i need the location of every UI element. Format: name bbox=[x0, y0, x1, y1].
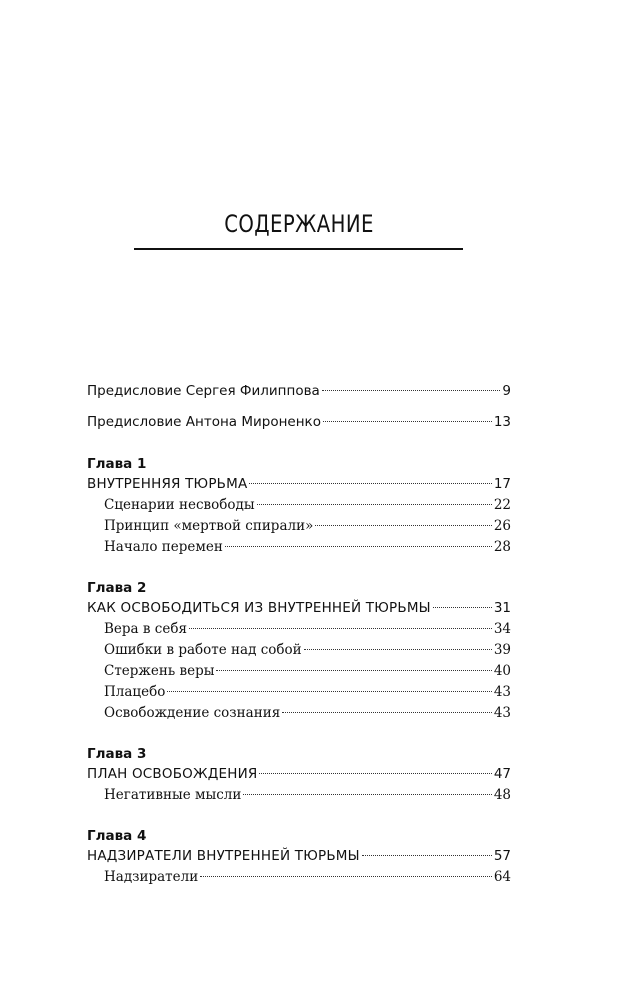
dot-leader bbox=[189, 628, 492, 629]
dot-leader bbox=[225, 546, 492, 547]
dot-leader bbox=[323, 421, 492, 422]
toc-entry-label: Предисловие Сергея Филиппова bbox=[87, 383, 320, 399]
chapter-heading-4: Глава 4 bbox=[87, 828, 147, 844]
chapter-heading-3: Глава 3 bbox=[87, 746, 147, 762]
toc-entry-label: Стержень веры bbox=[104, 663, 215, 679]
toc-entry-page: 28 bbox=[493, 539, 511, 555]
dot-leader bbox=[167, 691, 491, 692]
toc-entry-page: 39 bbox=[493, 642, 511, 658]
toc-entry-section[interactable] bbox=[104, 621, 511, 641]
dot-leader bbox=[259, 773, 491, 774]
dot-leader bbox=[200, 876, 492, 877]
toc-entry-chapter-3[interactable] bbox=[87, 766, 511, 786]
toc-entry-section[interactable] bbox=[104, 663, 511, 683]
toc-entry-label: Начало перемен bbox=[104, 539, 223, 555]
toc-entry-section[interactable] bbox=[104, 642, 511, 662]
dot-leader bbox=[304, 649, 492, 650]
dot-leader bbox=[322, 390, 501, 391]
chapter-heading-2: Глава 2 bbox=[87, 580, 147, 596]
dot-leader bbox=[315, 525, 491, 526]
toc-entry-page: 31 bbox=[493, 600, 511, 616]
toc-entry-page: 9 bbox=[502, 383, 511, 399]
dot-leader bbox=[257, 504, 492, 505]
toc-entry-label: Ошибки в работе над собой bbox=[104, 642, 302, 658]
toc-entry-label: Принцип «мертвой спирали» bbox=[104, 518, 314, 534]
toc-entry-section[interactable] bbox=[104, 705, 511, 725]
toc-entry-section[interactable] bbox=[104, 497, 511, 517]
dot-leader bbox=[282, 712, 492, 713]
toc-entry-page: 48 bbox=[493, 787, 511, 803]
toc-entry-page: 43 bbox=[493, 684, 511, 700]
toc-entry-chapter-2[interactable] bbox=[87, 600, 511, 620]
toc-entry-label: Плацебо bbox=[104, 684, 166, 700]
toc-entry-preface-1[interactable] bbox=[87, 383, 511, 403]
toc-entry-preface-2[interactable] bbox=[87, 414, 511, 434]
toc-entry-label: Освобождение сознания bbox=[104, 705, 281, 721]
dot-leader bbox=[243, 794, 491, 795]
toc-entry-label: Вера в себя bbox=[104, 621, 187, 637]
toc-entry-section[interactable] bbox=[104, 869, 511, 889]
toc-entry-page: 43 bbox=[493, 705, 511, 721]
toc-entry-page: 13 bbox=[493, 414, 511, 430]
toc-entry-section[interactable] bbox=[104, 518, 511, 538]
dot-leader bbox=[216, 670, 491, 671]
toc-entry-section[interactable] bbox=[104, 787, 511, 807]
toc-entry-chapter-4[interactable] bbox=[87, 848, 511, 868]
dot-leader bbox=[249, 483, 491, 484]
toc-entry-label: Сценарии несвободы bbox=[104, 497, 255, 513]
toc-entry-section[interactable] bbox=[104, 684, 511, 704]
toc-entry-section[interactable] bbox=[104, 539, 511, 559]
toc-entry-label: НАДЗИРАТЕЛИ ВНУТРЕННЕЙ ТЮРЬМЫ bbox=[87, 848, 360, 864]
toc-entry-label: Негативные мысли bbox=[104, 787, 242, 803]
toc-entry-page: 17 bbox=[493, 476, 511, 492]
toc-entry-page: 64 bbox=[493, 869, 511, 885]
toc-entry-page: 34 bbox=[493, 621, 511, 637]
toc-entry-page: 40 bbox=[493, 663, 511, 679]
toc-entry-label: ВНУТРЕННЯЯ ТЮРЬМА bbox=[87, 476, 248, 492]
toc-entry-label: ПЛАН ОСВОБОЖДЕНИЯ bbox=[87, 766, 258, 782]
dot-leader bbox=[433, 607, 492, 608]
toc-entry-label: Надзиратели bbox=[104, 869, 199, 885]
toc-entry-page: 57 bbox=[493, 848, 511, 864]
toc-entry-label: КАК ОСВОБОДИТЬСЯ ИЗ ВНУТРЕННЕЙ ТЮРЬМЫ bbox=[87, 600, 431, 616]
page-title: СОДЕРЖАНИЕ bbox=[224, 210, 374, 238]
toc-entry-chapter-1[interactable] bbox=[87, 476, 511, 496]
dot-leader bbox=[362, 855, 492, 856]
toc-entry-page: 47 bbox=[493, 766, 511, 782]
toc-entry-page: 26 bbox=[493, 518, 511, 534]
toc-entry-label: Предисловие Антона Мироненко bbox=[87, 414, 321, 430]
toc-entry-page: 22 bbox=[493, 497, 511, 513]
chapter-heading-1: Глава 1 bbox=[87, 456, 147, 472]
title-underline bbox=[134, 248, 463, 250]
